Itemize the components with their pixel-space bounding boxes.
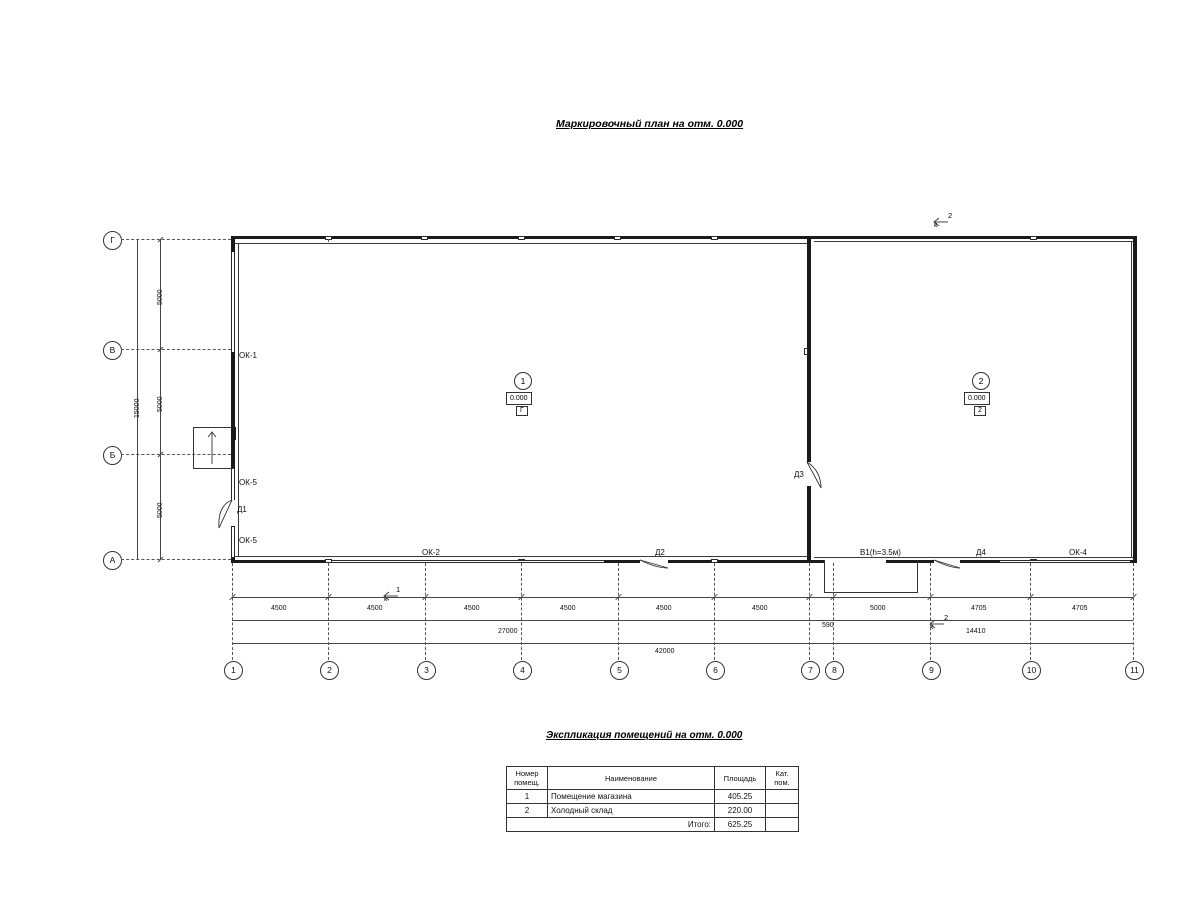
axis-bubble-6: 6 <box>706 661 725 680</box>
row-category <box>766 790 799 804</box>
section-mark-1-number: 1 <box>396 585 401 594</box>
door-label-d2: Д2 <box>655 548 665 557</box>
window-label-ok2: ОК-2 <box>422 548 440 557</box>
row-number: 2 <box>507 804 548 818</box>
dim-chain-bottom-3 <box>232 643 1133 644</box>
grid-line-7 <box>809 563 810 660</box>
total-category <box>766 818 799 832</box>
dim-bottom-small-590: 590 <box>822 622 834 629</box>
grid-line-4 <box>521 563 522 660</box>
axis-bubble-2: 2 <box>320 661 339 680</box>
room-category-2: 2 <box>974 406 986 416</box>
wall-inner-face-right <box>1131 241 1132 557</box>
exploitation-table <box>506 766 799 832</box>
exploitation-title: Экспликация помещений на отм. 0.000 <box>546 730 743 741</box>
column-mark-divider <box>804 348 808 355</box>
dim-bottom-6: 4500 <box>752 605 768 612</box>
dim-vertical-total: 15000 <box>134 398 141 418</box>
gate-label-v1: В1(h=3.5м) <box>860 548 901 557</box>
axis-bubble-v: В <box>103 341 122 360</box>
column-mark-top-2 <box>421 236 428 240</box>
door-label-d4: Д4 <box>976 548 986 557</box>
row-area: 405.25 <box>715 790 766 804</box>
grid-line-5 <box>618 563 619 660</box>
axis-bubble-1: 1 <box>224 661 243 680</box>
exploitation-table-body <box>507 790 799 832</box>
table-total-row <box>507 818 799 832</box>
wall-inner-face-top <box>235 243 807 244</box>
wall-top <box>231 236 1137 239</box>
window-label-ok5a: ОК-5 <box>239 478 257 487</box>
axis-bubble-7: 7 <box>801 661 820 680</box>
porch-direction-arrow <box>204 430 220 466</box>
dim-bottom-5: 4500 <box>656 605 672 612</box>
gate-v1-ramp <box>824 560 918 593</box>
grid-line-2 <box>328 563 329 660</box>
dim-bottom-3: 4500 <box>464 605 480 612</box>
dim-bottom-subtotal: 27000 <box>498 628 518 635</box>
dim-chain-bottom-1 <box>232 597 1133 598</box>
grid-line-1 <box>232 563 233 660</box>
window-ok2-opening <box>332 560 604 563</box>
window-label-ok5b: ОК-5 <box>239 536 257 545</box>
table-header-row <box>507 767 799 790</box>
dim-vertical-3: 5000 <box>157 502 164 518</box>
column-mark-top-4 <box>614 236 621 240</box>
window-label-ok1: ОК-1 <box>239 351 257 360</box>
dim-vertical-2: 5000 <box>157 396 164 412</box>
porch-wall-stub-top <box>231 427 236 440</box>
header-category-line1: Кат. <box>775 769 789 778</box>
grid-line-8 <box>833 563 834 660</box>
dim-bottom-small-14410: 14410 <box>966 628 986 635</box>
grid-line-10 <box>1030 563 1031 660</box>
section-mark-2-top-number: 2 <box>948 211 953 220</box>
axis-leader-a <box>121 559 231 560</box>
wall-inner-face-bottom <box>235 556 807 557</box>
dim-bottom-9: 4705 <box>1072 605 1088 612</box>
room-level-2: 0.000 <box>964 392 990 405</box>
grid-line-9 <box>930 563 934 660</box>
door-label-d3: Д3 <box>794 470 804 479</box>
total-label: Итого: <box>507 818 715 832</box>
door-d3-swing <box>803 458 829 492</box>
plan-title: Маркировочный план на отм. 0.000 <box>556 118 744 130</box>
header-area: Площадь <box>715 767 766 790</box>
row-number: 1 <box>507 790 548 804</box>
axis-bubble-a: А <box>103 551 122 570</box>
axis-bubble-g: Г <box>103 231 122 250</box>
axis-bubble-11: 11 <box>1125 661 1144 680</box>
column-mark-top-3 <box>518 236 525 240</box>
table-row <box>507 790 799 804</box>
grid-line-11 <box>1133 563 1134 660</box>
room-number-1: 1 <box>514 372 532 390</box>
row-name: Холодный склад <box>548 804 715 818</box>
axis-bubble-4: 4 <box>513 661 532 680</box>
row-category <box>766 804 799 818</box>
dim-bottom-total: 42000 <box>655 648 675 655</box>
wall-inner-face-top-right <box>814 241 1133 242</box>
column-mark-top-6 <box>1030 236 1037 240</box>
door-label-d1: Д1 <box>237 505 247 514</box>
exploitation-table-head <box>507 767 799 790</box>
header-number <box>507 767 548 790</box>
header-category-line2: пом. <box>774 778 790 787</box>
room-category-1: Г <box>516 406 528 416</box>
dim-bottom-7: 5000 <box>870 605 886 612</box>
wall-right <box>1133 236 1137 563</box>
door-d1-swing <box>210 496 244 532</box>
dim-bottom-1: 4500 <box>271 605 287 612</box>
window-label-ok4: ОК-4 <box>1069 548 1087 557</box>
dim-bottom-4: 4500 <box>560 605 576 612</box>
grid-line-3 <box>425 563 426 660</box>
table-row <box>507 804 799 818</box>
section-mark-2-bottom-number: 2 <box>944 613 949 622</box>
dim-bottom-8: 4705 <box>971 605 987 612</box>
header-number-line1: Номер <box>515 769 539 778</box>
total-area: 625.25 <box>715 818 766 832</box>
axis-bubble-8: 8 <box>825 661 844 680</box>
wall-internal-divider <box>807 236 811 563</box>
dim-vertical-1: 5000 <box>157 289 164 305</box>
axis-bubble-3: 3 <box>417 661 436 680</box>
room-number-2: 2 <box>972 372 990 390</box>
axis-bubble-10: 10 <box>1022 661 1041 680</box>
section-mark-1-letter: к <box>384 594 388 603</box>
section-mark-2-top-letter: к <box>934 220 938 229</box>
dim-chain-bottom-2 <box>232 620 1133 621</box>
grid-line-6 <box>714 563 715 660</box>
door-d2-swing <box>638 556 672 578</box>
dim-bottom-2: 4500 <box>367 605 383 612</box>
row-name: Помещение магазина <box>548 790 715 804</box>
section-mark-2-bottom-letter: к <box>930 622 934 631</box>
door-d4-swing <box>932 556 964 578</box>
header-category <box>766 767 799 790</box>
row-area: 220.00 <box>715 804 766 818</box>
axis-bubble-9: 9 <box>922 661 941 680</box>
window-ok4-opening <box>1000 560 1130 563</box>
header-name: Наименование <box>548 767 715 790</box>
room-level-1: 0.000 <box>506 392 532 405</box>
axis-bubble-5: 5 <box>610 661 629 680</box>
window-ok1-opening <box>231 252 235 352</box>
column-mark-top-5 <box>711 236 718 240</box>
grid-line-top-2 <box>328 239 329 242</box>
axis-bubble-b: Б <box>103 446 122 465</box>
header-number-line2: помещ. <box>514 778 540 787</box>
